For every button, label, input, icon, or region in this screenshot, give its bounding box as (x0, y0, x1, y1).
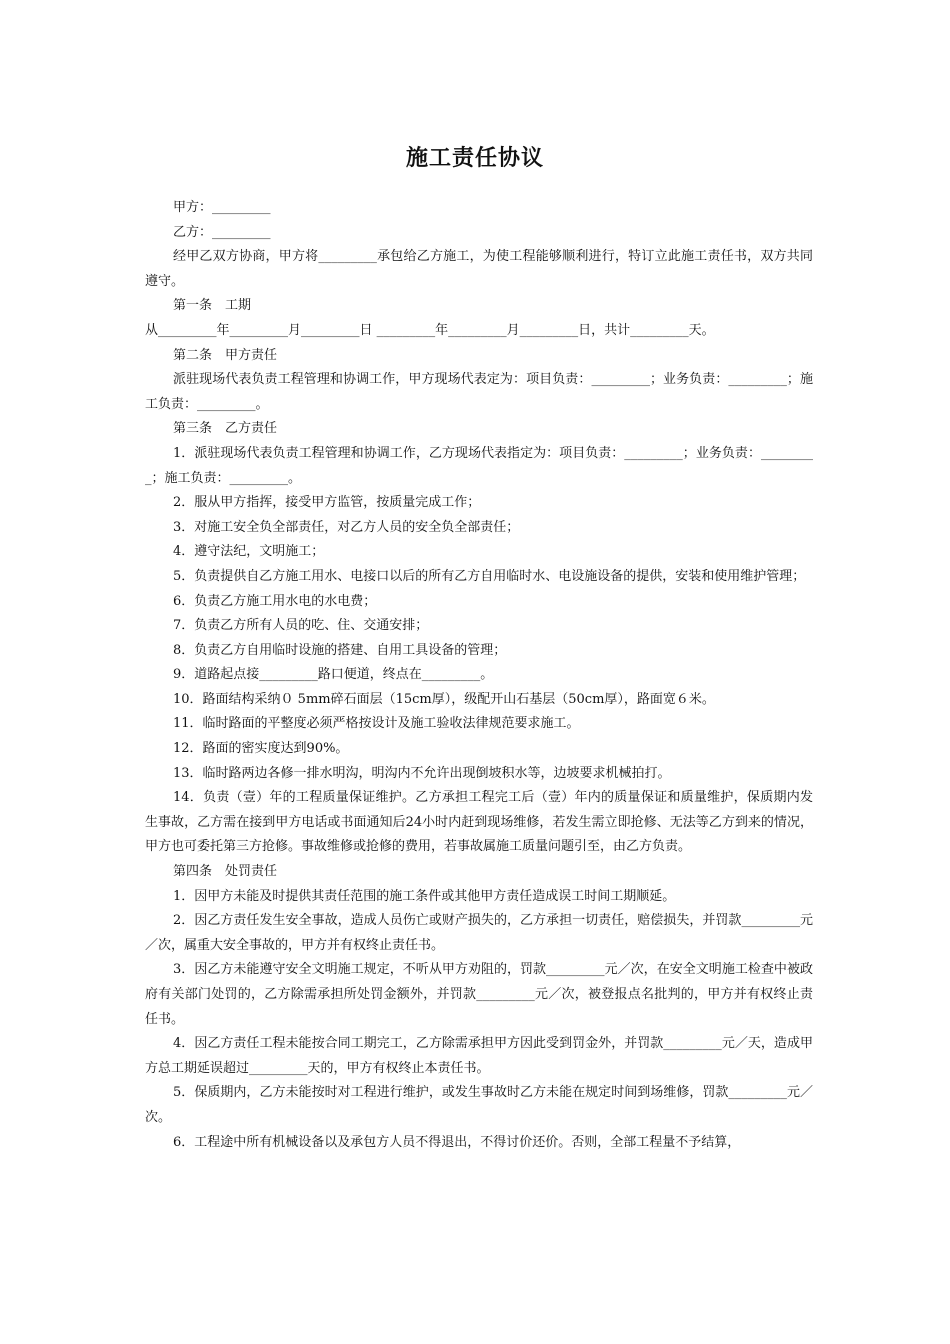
document-body (145, 196, 813, 1155)
party-b-item-4: 4．遵守法纪，文明施工； (173, 544, 325, 560)
party-a-line: 甲方：_________ (173, 200, 271, 215)
penalty-item-2: 2．因乙方责任发生安全事故，造成人员伤亡或财产损失的，乙方承担一切责任，赔偿损失，并罚款_________元／次，属重大安全事故的，甲方并有权终止责任书。 (145, 913, 813, 953)
penalty-item-1: 1．因甲方未能及时提供其责任范围的施工条件或其他甲方责任造成误工时间工期顺延。 (173, 888, 676, 904)
schedule-line: 从_________年_________月_________日 _________年_________月_________日，共计_________天。 (145, 322, 715, 338)
party-b-item-2: 2．服从甲方指挥，接受甲方监管，按质量完成工作； (173, 495, 481, 511)
article-2-heading: 第二条 甲方责任 (173, 347, 278, 363)
penalty-item-5: 5．保质期内，乙方未能按时对工程进行维护，或发生事故时乙方未能在规定时间到场维修，罚款_________元／次。 (145, 1085, 813, 1125)
party-b-item-12: 12．路面的密实度达到90%。 (173, 741, 349, 757)
intro-paragraph: 经甲乙双方协商，甲方将_________承包给乙方施工，为使工程能够顺利进行，特订立此施工责任书，双方共同遵守。 (145, 249, 813, 289)
party-b-item-6: 6．负责乙方施工用水电的水电费； (173, 593, 377, 609)
party-b-item-13: 13．临时路两边各修一排水明沟，明沟内不允许出现倒坡积水等，边坡要求机械拍打。 (173, 765, 671, 781)
party-b-item-10: 10．路面结构采纳０ 5mm碎石面层（15cm厚），级配开山石基层（50cm厚），路面宽６米。 (173, 691, 715, 707)
document-title: 施工责任协议 (405, 145, 544, 171)
party-b-item-8: 8．负责乙方自用临时设施的搭建、自用工具设备的管理； (173, 642, 507, 658)
penalty-item-3: 3．因乙方未能遵守安全文明施工规定，不听从甲方劝阻的，罚款_________元／次，在安全文明施工检查中被政府有关部门处罚的，乙方除需承担所处罚金额外，并罚款_________元／次，被登报点名批判的，甲方并有权终止责任书。 (145, 962, 813, 1027)
party-b-item-14: 14．负责（壹）年的工程质量保证维护。乙方承担工程完工后（壹）年内的质量保证和质量维护，保质期内发生事故，乙方需在接到甲方电话或书面通知后24小时内赶到现场维修，若发生需立即抢修、无法等乙方到来的情况，甲方也可委托第三方抢修。事故维修或抢修的费用，若事故属施工质量问题引至，由乙方负责。 (145, 790, 813, 855)
party-b-item-7: 7．负责乙方所有人员的吃、住、交通安排； (173, 618, 429, 634)
party-b-item-9: 9．道路起点接_________路口便道，终点在_________。 (173, 667, 494, 683)
party-a-responsibility: 派驻现场代表负责工程管理和协调工作，甲方现场代表定为：项目负责：_________；业务负责：_________；施工负责：_________。 (145, 372, 813, 412)
article-4-heading: 第四条 处罚责任 (173, 864, 278, 880)
party-b-item-3: 3．对施工安全负全部责任，对乙方人员的安全负全部责任； (173, 519, 520, 535)
party-b-item-5: 5．负责提供自乙方施工用水、电接口以后的所有乙方自用临时水、电设施设备的提供，安装和使用维护管理； (173, 568, 806, 584)
penalty-item-6: 6．工程途中所有机械设备以及承包方人员不得退出，不得讨价还价。否则，全部工程量不予结算， (173, 1134, 741, 1150)
party-b-line: 乙方：_________ (173, 224, 271, 240)
party-b-item-1: 1．派驻现场代表负责工程管理和协调工作，乙方现场代表指定为：项目负责：_________；业务负责：_________；施工负责：_________。 (145, 445, 813, 486)
penalty-item-4: 4．因乙方责任工程未能按合同工期完工，乙方除需承担甲方因此受到罚金外，并罚款_________元／天，造成甲方总工期延误超过_________天的，甲方有权终止本责任书。 (145, 1036, 813, 1076)
party-b-item-11: 11．临时路面的平整度必须严格按设计及施工验收法律规范要求施工。 (173, 716, 580, 732)
article-1-heading: 第一条 工期 (173, 298, 252, 314)
article-3-heading: 第三条 乙方责任 (173, 421, 278, 437)
